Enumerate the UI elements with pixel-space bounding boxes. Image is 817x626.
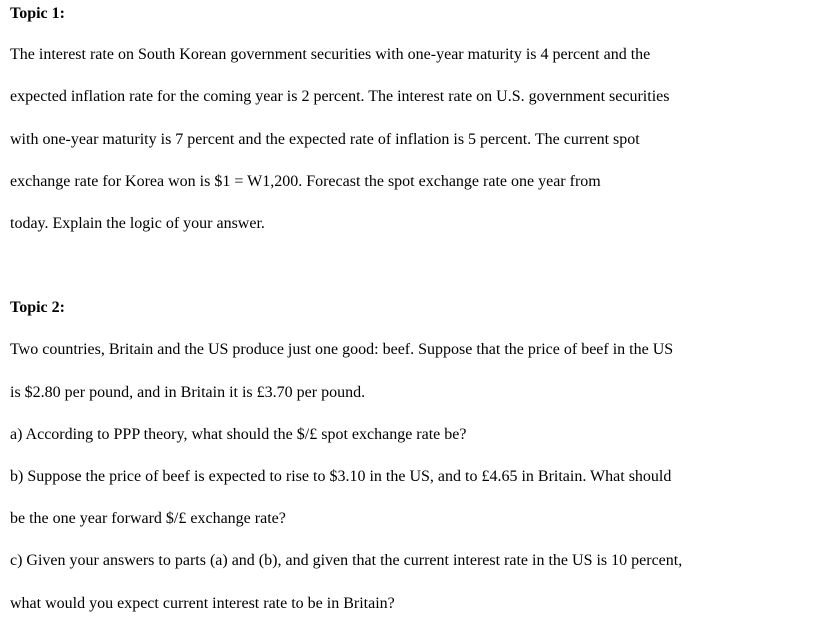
topic2-question-b-line-2: be the one year forward $/£ exchange rate? <box>10 510 286 527</box>
topic1-heading: Topic 1: <box>10 5 65 22</box>
topic1-line-4: exchange rate for Korea won is $1 = W1,200. Forecast the spot exchange rate one year from <box>10 173 601 190</box>
topic2-line-1: Two countries, Britain and the US produce just one good: beef. Suppose that the price of beef in the US <box>10 341 674 358</box>
topic2-question-a: a) According to PPP theory, what should the $/£ spot exchange rate be? <box>10 426 467 443</box>
topic2-question-c-line-2: what would you expect current interest rate to be in Britain? <box>10 595 395 612</box>
topic1-line-5: today. Explain the logic of your answer. <box>10 215 265 232</box>
topic2-heading: Topic 2: <box>10 299 65 316</box>
topic2-line-2: is $2.80 per pound, and in Britain it is £3.70 per pound. <box>10 384 366 401</box>
topic2-question-c-line-1: c) Given your answers to parts (a) and (b), and given that the current interest rate in the US is 10 percent, <box>10 552 683 569</box>
topic1-line-3: with one-year maturity is 7 percent and the expected rate of inflation is 5 percent. The current spot <box>10 131 640 148</box>
topic1-line-1: The interest rate on South Korean government securities with one-year maturity is 4 percent and the <box>10 46 651 63</box>
topic2-question-b-line-1: b) Suppose the price of beef is expected to rise to $3.10 in the US, and to £4.65 in Britain. What should <box>10 468 672 485</box>
topic1-line-2: expected inflation rate for the coming year is 2 percent. The interest rate on U.S. government securities <box>10 88 670 105</box>
